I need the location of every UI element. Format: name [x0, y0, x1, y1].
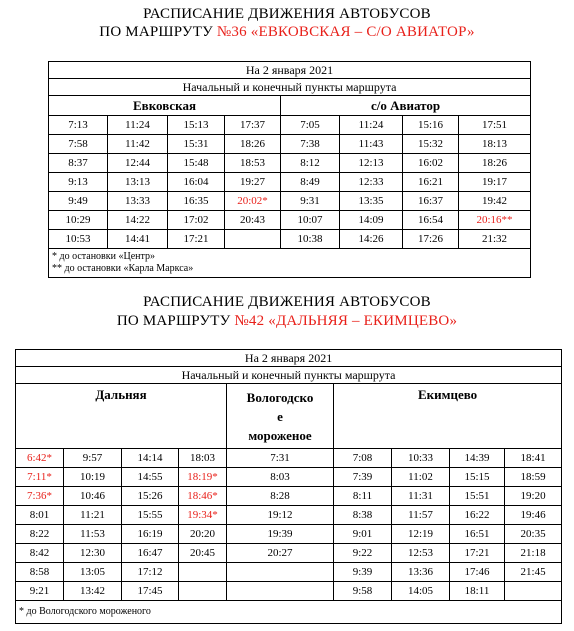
- time-cell: 15:32: [403, 135, 459, 154]
- time-cell: 10:53: [49, 230, 108, 249]
- time-cell: 16:02: [403, 154, 459, 173]
- time-cell: 14:26: [340, 230, 403, 249]
- time-cell: 21:45: [505, 563, 562, 582]
- time-cell: 18:59: [505, 468, 562, 487]
- schedule2-date: На 2 января 2021: [16, 350, 562, 367]
- schedule2-table: [15, 349, 562, 624]
- table-row: [16, 582, 562, 601]
- time-cell: 17:37: [225, 116, 281, 135]
- schedule1-table: [48, 61, 531, 278]
- time-cell: 18:53: [225, 154, 281, 173]
- time-cell: 15:13: [168, 116, 225, 135]
- schedule2-stop-middle: [227, 384, 334, 449]
- time-cell: 20:45: [179, 544, 227, 563]
- time-cell: 8:03: [227, 468, 334, 487]
- time-cell: 13:42: [64, 582, 122, 601]
- time-cell: 14:41: [108, 230, 168, 249]
- time-cell: 19:27: [225, 173, 281, 192]
- time-cell: 9:58: [334, 582, 392, 601]
- time-cell: 11:21: [64, 506, 122, 525]
- time-cell: 16:19: [122, 525, 179, 544]
- time-cell: 17:46: [450, 563, 505, 582]
- time-cell: 13:36: [392, 563, 450, 582]
- time-cell: 11:24: [340, 116, 403, 135]
- time-cell: 11:02: [392, 468, 450, 487]
- time-cell: 14:14: [122, 449, 179, 468]
- time-cell: 12:33: [340, 173, 403, 192]
- time-cell: 14:39: [450, 449, 505, 468]
- schedule2-title-line2: [0, 313, 574, 330]
- time-cell: 9:01: [334, 525, 392, 544]
- schedule1-title-line2: [0, 24, 574, 41]
- time-cell: 21:32: [459, 230, 531, 249]
- time-cell: 18:26: [225, 135, 281, 154]
- time-cell: 20:02*: [225, 192, 281, 211]
- schedule1-stop-right: с/о Авиатор: [281, 96, 531, 116]
- time-cell: 18:46*: [179, 487, 227, 506]
- table-row: [16, 468, 562, 487]
- time-cell: [227, 563, 334, 582]
- time-cell: 17:51: [459, 116, 531, 135]
- time-cell: [227, 582, 334, 601]
- schedule1-title-prefix: ПО МАРШРУТУ: [99, 24, 217, 40]
- time-cell: 13:05: [64, 563, 122, 582]
- time-cell: 10:33: [392, 449, 450, 468]
- time-cell: 12:53: [392, 544, 450, 563]
- table-row: [49, 154, 531, 173]
- schedule1-notes: [49, 249, 531, 278]
- schedule1-route-name: №36 «ЕВКОВСКАЯ – С/О АВИАТОР»: [216, 24, 475, 40]
- time-cell: 20:43: [225, 211, 281, 230]
- time-cell: 15:55: [122, 506, 179, 525]
- time-cell: 18:26: [459, 154, 531, 173]
- time-cell: 11:57: [392, 506, 450, 525]
- time-cell: 13:35: [340, 192, 403, 211]
- schedule2-title-prefix: ПО МАРШРУТУ: [116, 313, 235, 329]
- time-cell: 13:33: [108, 192, 168, 211]
- time-cell: 16:21: [403, 173, 459, 192]
- time-cell: [179, 563, 227, 582]
- time-cell: 16:51: [450, 525, 505, 544]
- time-cell: 18:11: [450, 582, 505, 601]
- time-cell: 13:13: [108, 173, 168, 192]
- table-row: [49, 135, 531, 154]
- table-row: [16, 563, 562, 582]
- schedule1-stop-left: Евковская: [49, 96, 281, 116]
- time-cell: 18:03: [179, 449, 227, 468]
- time-cell: 11:42: [108, 135, 168, 154]
- time-cell: 15:26: [122, 487, 179, 506]
- time-cell: 8:22: [16, 525, 64, 544]
- time-cell: 19:17: [459, 173, 531, 192]
- time-cell: 16:35: [168, 192, 225, 211]
- time-cell: 8:42: [16, 544, 64, 563]
- time-cell: 15:16: [403, 116, 459, 135]
- time-cell: 15:31: [168, 135, 225, 154]
- time-cell: 20:20: [179, 525, 227, 544]
- time-cell: 7:38: [281, 135, 340, 154]
- schedule1-title-line1: РАСПИСАНИЕ ДВИЖЕНИЯ АВТОБУСОВ: [143, 6, 431, 22]
- time-cell: 16:37: [403, 192, 459, 211]
- time-cell: 7:36*: [16, 487, 64, 506]
- time-cell: 7:31: [227, 449, 334, 468]
- time-cell: 20:16**: [459, 211, 531, 230]
- time-cell: 19:46: [505, 506, 562, 525]
- schedule2-stop-right: Екимцево: [334, 384, 562, 449]
- time-cell: 14:22: [108, 211, 168, 230]
- time-cell: 19:42: [459, 192, 531, 211]
- time-cell: 17:26: [403, 230, 459, 249]
- time-cell: 17:12: [122, 563, 179, 582]
- time-cell: 10:29: [49, 211, 108, 230]
- time-cell: 9:21: [16, 582, 64, 601]
- time-cell: 17:02: [168, 211, 225, 230]
- time-cell: 14:55: [122, 468, 179, 487]
- table-row: [49, 230, 531, 249]
- time-cell: 16:22: [450, 506, 505, 525]
- time-cell: 7:39: [334, 468, 392, 487]
- table-row: [49, 192, 531, 211]
- time-cell: 14:09: [340, 211, 403, 230]
- time-cell: 9:49: [49, 192, 108, 211]
- table-row: [16, 544, 562, 563]
- time-cell: 11:24: [108, 116, 168, 135]
- time-cell: 18:19*: [179, 468, 227, 487]
- time-cell: 9:31: [281, 192, 340, 211]
- time-cell: 12:13: [340, 154, 403, 173]
- schedule1-date: На 2 января 2021: [49, 62, 531, 79]
- time-cell: 10:46: [64, 487, 122, 506]
- time-cell: 8:49: [281, 173, 340, 192]
- time-cell: 12:44: [108, 154, 168, 173]
- time-cell: 8:01: [16, 506, 64, 525]
- schedule2-stop-mid-1: Вологодско: [246, 389, 314, 405]
- time-cell: 16:47: [122, 544, 179, 563]
- time-cell: 8:28: [227, 487, 334, 506]
- schedule1-note-2: ** до остановки «Карла Маркса»: [52, 263, 194, 274]
- schedule2-title-line1: РАСПИСАНИЕ ДВИЖЕНИЯ АВТОБУСОВ: [143, 294, 431, 310]
- schedule2-stop-mid-3: мороженое: [248, 427, 312, 443]
- table-row: [16, 449, 562, 468]
- schedule2-note: * до Вологодского мороженого: [16, 601, 562, 624]
- time-cell: [225, 230, 281, 249]
- table-row: [49, 211, 531, 230]
- time-cell: 8:37: [49, 154, 108, 173]
- time-cell: 20:27: [227, 544, 334, 563]
- time-cell: 15:15: [450, 468, 505, 487]
- time-cell: 7:58: [49, 135, 108, 154]
- time-cell: 17:45: [122, 582, 179, 601]
- time-cell: 19:34*: [179, 506, 227, 525]
- table-row: [49, 116, 531, 135]
- time-cell: 19:12: [227, 506, 334, 525]
- time-cell: 10:19: [64, 468, 122, 487]
- time-cell: 16:04: [168, 173, 225, 192]
- time-cell: 15:48: [168, 154, 225, 173]
- time-cell: 11:31: [392, 487, 450, 506]
- time-cell: 8:11: [334, 487, 392, 506]
- table-row: [49, 173, 531, 192]
- time-cell: 19:39: [227, 525, 334, 544]
- time-cell: 10:38: [281, 230, 340, 249]
- time-cell: 19:20: [505, 487, 562, 506]
- schedule1-points-label: Начальный и конечный пункты маршрута: [49, 79, 531, 96]
- time-cell: 20:35: [505, 525, 562, 544]
- time-cell: 8:38: [334, 506, 392, 525]
- time-cell: 11:53: [64, 525, 122, 544]
- time-cell: 9:22: [334, 544, 392, 563]
- schedule1-note-1: * до остановки «Центр»: [52, 251, 155, 262]
- table-row: [16, 487, 562, 506]
- time-cell: 12:19: [392, 525, 450, 544]
- schedule2-route-name: №42 «ДАЛЬНЯЯ – ЕКИМЦЕВО»: [234, 313, 458, 329]
- schedule2-points-label: Начальный и конечный пункты маршрута: [16, 367, 562, 384]
- time-cell: 9:39: [334, 563, 392, 582]
- time-cell: 12:30: [64, 544, 122, 563]
- time-cell: 11:43: [340, 135, 403, 154]
- time-cell: 14:05: [392, 582, 450, 601]
- time-cell: 18:13: [459, 135, 531, 154]
- time-cell: 17:21: [450, 544, 505, 563]
- time-cell: 6:42*: [16, 449, 64, 468]
- time-cell: [505, 582, 562, 601]
- time-cell: 7:11*: [16, 468, 64, 487]
- table-row: [16, 525, 562, 544]
- time-cell: 10:07: [281, 211, 340, 230]
- time-cell: 17:21: [168, 230, 225, 249]
- time-cell: 7:08: [334, 449, 392, 468]
- time-cell: 21:18: [505, 544, 562, 563]
- time-cell: 9:57: [64, 449, 122, 468]
- time-cell: 8:12: [281, 154, 340, 173]
- time-cell: 8:58: [16, 563, 64, 582]
- schedule2-stop-left: Дальняя: [16, 384, 227, 449]
- time-cell: 15:51: [450, 487, 505, 506]
- schedule2-stop-mid-2: е: [277, 408, 283, 424]
- time-cell: 18:41: [505, 449, 562, 468]
- time-cell: 9:13: [49, 173, 108, 192]
- time-cell: 7:05: [281, 116, 340, 135]
- time-cell: 16:54: [403, 211, 459, 230]
- time-cell: 7:13: [49, 116, 108, 135]
- table-row: [16, 506, 562, 525]
- time-cell: [179, 582, 227, 601]
